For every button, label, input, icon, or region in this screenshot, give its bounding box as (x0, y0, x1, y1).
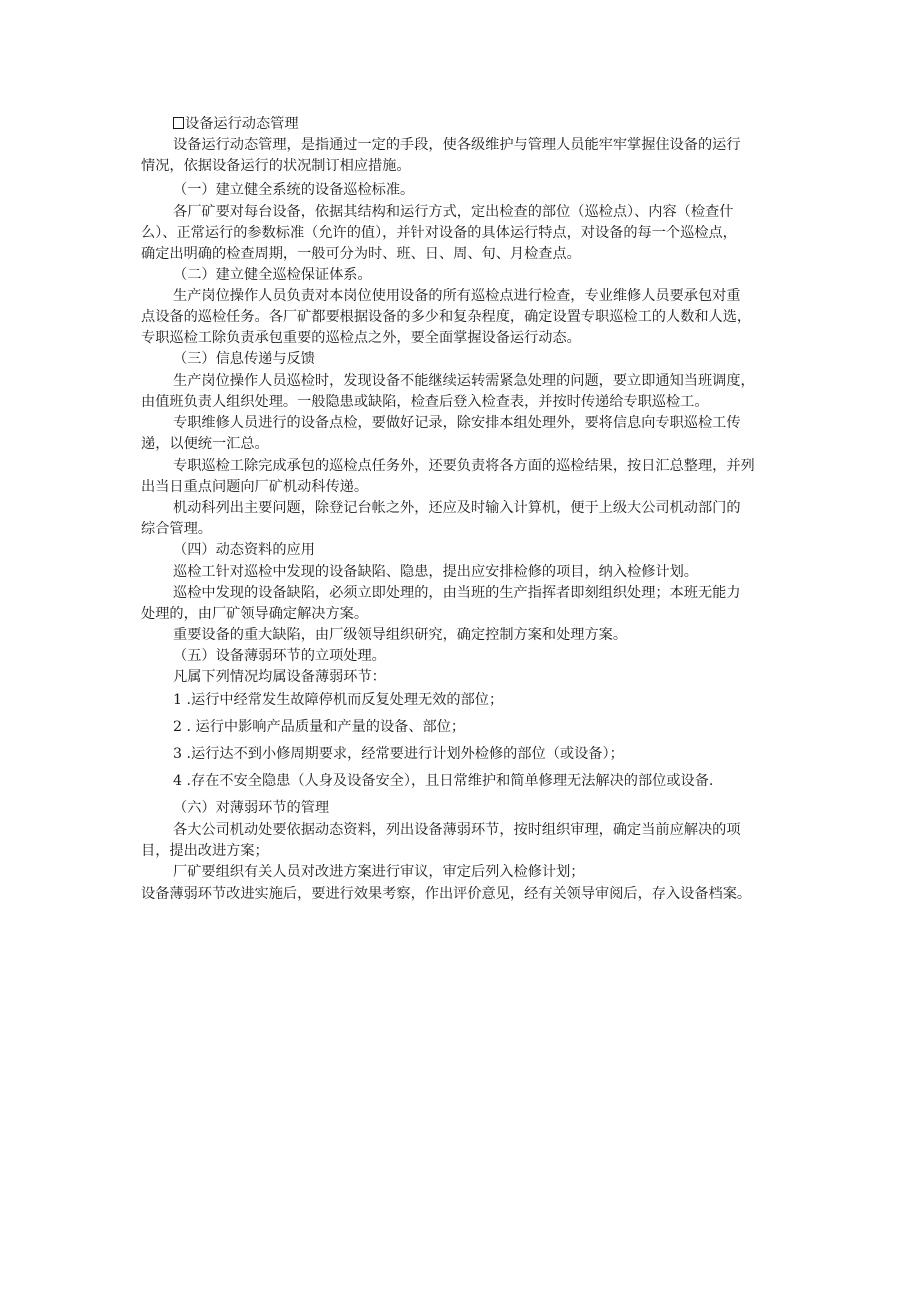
subsection-heading: （六）对薄弱环节的管理 (173, 800, 330, 816)
list-item: 3 .运行达不到小修周期要求，经常要进行计划外检修的部位（或设备）； (173, 746, 624, 762)
paragraph-line: 专职维修人员进行的设备点检，要做好记录，除安排本组处理外，要将信息向专职巡检工传 (173, 415, 741, 431)
paragraph-line: 由值班负责人组织处理。一般隐患或缺陷，检查后登入检查表，并按时传递给专职巡检工。 (141, 394, 709, 410)
paragraph-line: 凡属下列情况均属设备薄弱环节： (173, 669, 386, 685)
paragraph-line: 专职巡检工除完成承包的巡检点任务外，还要负责将各方面的巡检结果，按日汇总整理，并列 (173, 458, 755, 474)
paragraph-line: 机动科列出主要问题，除登记台帐之外，还应及时输入计算机，便于上级大公司机动部门的 (173, 500, 741, 516)
paragraph-line: 递，以便统一汇总。 (141, 436, 269, 452)
subsection-heading: （五）设备薄弱环节的立项处理。 (173, 648, 386, 664)
paragraph-line: 目，提出改进方案； (141, 843, 269, 859)
paragraph-line: 出当日重点问题向厂矿机动科传递。 (141, 479, 369, 495)
paragraph-line: 么）、正常运行的参数标准（允许的值），并针对设备的具体运行特点，对设备的每一个巡检点， (141, 225, 737, 241)
paragraph-line: 巡检工针对巡检中发现的设备缺陷、隐患，提出应安排检修的项目，纳入检修计划。 (173, 564, 698, 580)
paragraph-line: 重要设备的重大缺陷，由厂级领导组织研究，确定控制方案和处理方案。 (173, 627, 628, 643)
subsection-heading: （三）信息传递与反馈 (173, 351, 315, 367)
list-item: 1 .运行中经常发生故障停机而反复处理无效的部位； (173, 692, 504, 708)
paragraph-line: 情况，依据设备运行的状况制订相应措施。 (141, 158, 411, 174)
paragraph-line: 生产岗位操作人员负责对本岗位使用设备的所有巡检点进行检查，专业维修人员要承包对重 (173, 288, 741, 304)
paragraph-line: 各大公司机动处要依据动态资料，列出设备薄弱环节，按时组织审理，确定当前应解决的项 (173, 822, 741, 838)
paragraph-line: 处理的，由厂矿领导确定解决方案。 (141, 606, 369, 622)
subsection-heading: （二）建立健全巡检保证体系。 (173, 267, 372, 283)
section-title: 设备运行动态管理 (173, 114, 299, 134)
paragraph-line: 生产岗位操作人员巡检时，发现设备不能继续运转需紧急处理的问题，要立即通知当班调度， (173, 373, 755, 389)
subsection-heading: （四）动态资料的应用 (173, 542, 315, 558)
list-item: 4 .存在不安全隐患（人身及设备安全），且日常维护和简单修理无法解决的部位或设备. (173, 773, 714, 789)
paragraph-line: 设备运行动态管理，是指通过一定的手段，使各级维护与管理人员能牢牢掌握住设备的运行 (173, 137, 741, 153)
list-item: 2 . 运行中影响产品质量和产量的设备、部位； (173, 719, 466, 735)
paragraph-line: 各厂矿要对每台设备，依据其结构和运行方式，定出检查的部位（巡检点）、内容（检查什 (173, 204, 734, 220)
paragraph-line: 专职巡检工除负责承包重要的巡检点之外，要全面掌握设备运行动态。 (141, 330, 581, 346)
subsection-heading: （一）建立健全系统的设备巡检标准。 (173, 182, 415, 198)
paragraph-line: 设备薄弱环节改进实施后，要进行效果考察，作出评价意见，经有关领导审阅后，存入设备档案。 (141, 886, 752, 902)
paragraph-line: 点设备的巡检任务。各厂矿都要根据设备的多少和复杂程度，确定设置专职巡检工的人数和人选， (141, 309, 752, 325)
paragraph-line: 综合管理。 (141, 521, 212, 537)
paragraph-line: 确定出明确的检查周期，一般可分为时、班、日、周、旬、月检查点。 (141, 246, 581, 262)
paragraph-line: 巡检中发现的设备缺陷，必须立即处理的，由当班的生产指挥者即刻组织处理；本班无能力 (173, 585, 741, 601)
checkbox-glyph-icon (173, 117, 184, 129)
paragraph-line: 厂矿要组织有关人员对改进方案进行审议，审定后列入检修计划； (173, 864, 585, 880)
